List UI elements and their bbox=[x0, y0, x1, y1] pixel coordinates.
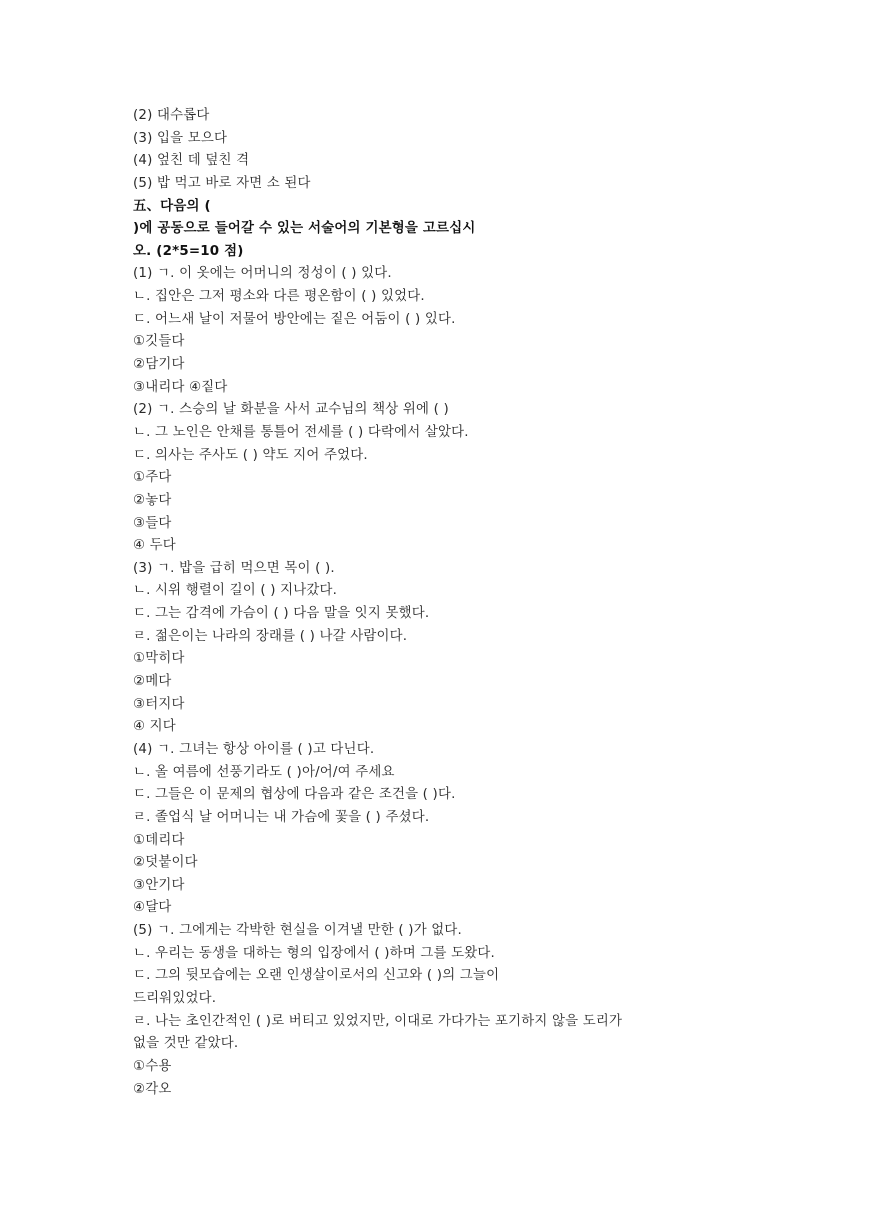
text-line: ㄴ. 우리는 동생을 대하는 형의 입장에서 ( )하며 그를 도왔다. bbox=[133, 945, 495, 961]
text-line: ㄷ. 그는 감격에 가슴이 ( ) 다음 말을 잇지 못했다. bbox=[133, 606, 430, 622]
text-line: (5) ㄱ. 그에게는 각박한 현실을 이겨낼 만한 ( )가 없다. bbox=[133, 923, 463, 939]
text-line: ㄴ. 그 노인은 안채를 통틀어 전세를 ( ) 다락에서 살았다. bbox=[133, 424, 469, 440]
text-line: (5) 밥 먹고 바로 자면 소 된다 bbox=[133, 175, 311, 191]
text-line: ㄴ. 집안은 그저 평소와 다른 평온함이 ( ) 있었다. bbox=[133, 289, 425, 305]
text-line: ①데리다 bbox=[133, 832, 185, 848]
question-heading-line: )에 공동으로 들어갈 수 있는 서술어의 기본형을 고르십시 bbox=[133, 221, 476, 237]
text-line: ㄷ. 그의 뒷모습에는 오랜 인생살이로서의 신고와 ( )의 그늘이 bbox=[133, 968, 500, 984]
text-line: ②담기다 bbox=[133, 357, 185, 373]
text-line: ②놓다 bbox=[133, 492, 172, 508]
text-line: ②메다 bbox=[133, 674, 172, 690]
text-line: ㄹ. 젊은이는 나라의 장래를 ( ) 나갈 사람이다. bbox=[133, 628, 408, 644]
text-line: ㄴ. 올 여름에 선풍기라도 ( )아/어/여 주세요 bbox=[133, 764, 395, 780]
text-line: ③들다 bbox=[133, 515, 172, 531]
text-line: (3) 입을 모으다 bbox=[133, 130, 228, 146]
text-line: ㄴ. 시위 행렬이 길이 ( ) 지나갔다. bbox=[133, 583, 338, 599]
text-line: 드리워있었다. bbox=[133, 990, 217, 1006]
text-line: ㄹ. 졸업식 날 어머니는 내 가슴에 꽃을 ( ) 주셨다. bbox=[133, 809, 430, 825]
text-line: (2) ㄱ. 스승의 날 화분을 사서 교수님의 책상 위에 ( ) bbox=[133, 402, 449, 418]
text-line: ③내리다 ④짙다 bbox=[133, 379, 228, 395]
text-line: ③안기다 bbox=[133, 877, 185, 893]
text-line: 없을 것만 같았다. bbox=[133, 1036, 239, 1052]
text-line: ④달다 bbox=[133, 900, 172, 916]
text-line: (4) ㄱ. 그녀는 항상 아이를 ( )고 다닌다. bbox=[133, 741, 375, 757]
text-line: (4) 엎친 데 덮친 격 bbox=[133, 153, 250, 169]
text-line: ②각오 bbox=[133, 1081, 172, 1097]
text-line: ㄷ. 어느새 날이 저물어 방안에는 짙은 어둠이 ( ) 있다. bbox=[133, 311, 456, 327]
text-line: ④ 두다 bbox=[133, 538, 176, 554]
question-heading-line: 五、다음의 ( bbox=[133, 198, 211, 214]
text-line: ①깃들다 bbox=[133, 334, 185, 350]
text-line: (1) ㄱ. 이 옷에는 어머니의 정성이 ( ) 있다. bbox=[133, 266, 392, 282]
text-line: ①주다 bbox=[133, 470, 172, 486]
text-line: ㄹ. 나는 초인간적인 ( )로 버티고 있었지만, 이대로 가다가는 포기하지 않을 도리가 bbox=[133, 1013, 623, 1029]
question-heading-line: 오. (2*5=10 점) bbox=[133, 243, 244, 259]
text-line: ④ 지다 bbox=[133, 719, 176, 735]
text-line: ①막히다 bbox=[133, 651, 185, 667]
text-line: ㄷ. 그들은 이 문제의 협상에 다음과 같은 조건을 ( )다. bbox=[133, 787, 456, 803]
text-line: (3) ㄱ. 밥을 급히 먹으면 목이 ( ). bbox=[133, 560, 335, 576]
document-page bbox=[133, 105, 773, 1101]
text-line: ②덧붙이다 bbox=[133, 855, 198, 871]
text-line: ③터지다 bbox=[133, 696, 185, 712]
text-line: ㄷ. 의사는 주사도 ( ) 약도 지어 주었다. bbox=[133, 447, 368, 463]
text-line: (2) 대수롭다 bbox=[133, 108, 210, 123]
text-line: ①수용 bbox=[133, 1058, 172, 1074]
